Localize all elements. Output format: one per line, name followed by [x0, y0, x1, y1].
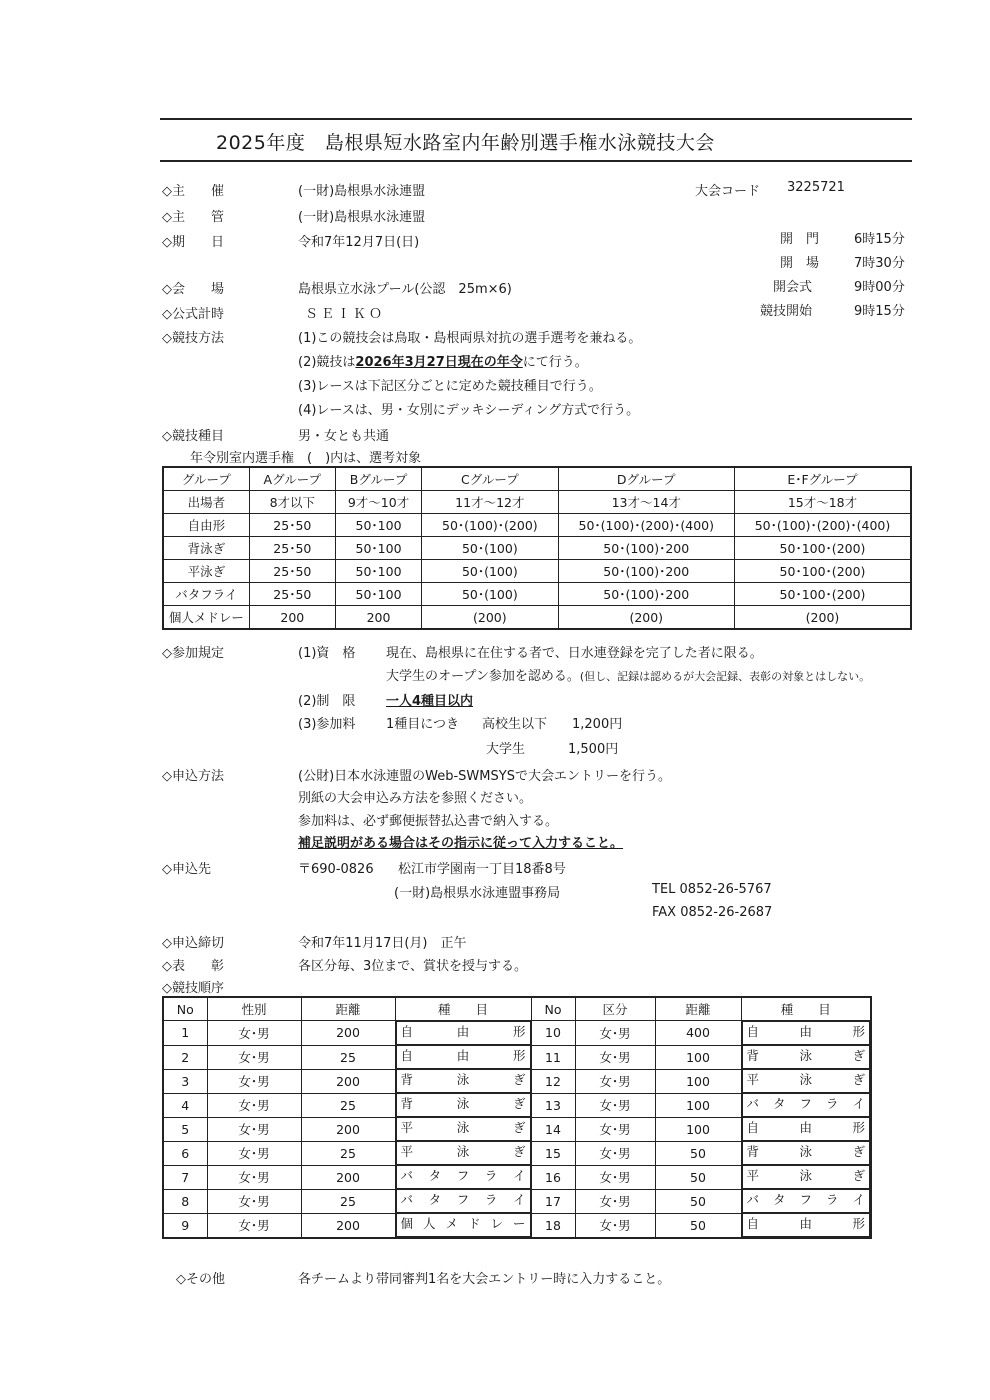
- table-cell: 50･(100)･200: [558, 560, 734, 583]
- order-no: 14: [531, 1117, 575, 1141]
- qualification-note-b: (但し、記録は認めるが大会記録、表彰の対象とはしない。: [579, 670, 871, 683]
- fee-hs-value: 1,200円: [572, 717, 623, 732]
- apply-line-3: 参加料は、必ず郵便振替払込書で納入する。: [298, 814, 559, 829]
- event-code-label: 大会コード: [695, 184, 761, 199]
- table-cell: 200: [249, 606, 335, 630]
- event-char: レ: [490, 1216, 503, 1231]
- events-label: ◇競技種目: [162, 429, 224, 444]
- event-char: 平: [400, 1120, 414, 1135]
- event-char: 形: [852, 1024, 865, 1039]
- row-label: 平泳ぎ: [163, 560, 249, 583]
- fee-univ-label: 大学生: [486, 742, 526, 757]
- event-char: 自: [400, 1048, 414, 1063]
- order-distance: 25: [301, 1141, 395, 1165]
- qualification-label: (1)資 格: [298, 646, 356, 661]
- fee-hs-label: 高校生以下: [482, 717, 548, 732]
- schedule-gate-time: 6時15分: [854, 232, 905, 247]
- address-label: ◇申込先: [162, 862, 211, 877]
- event-char: 形: [852, 1216, 865, 1231]
- schedule-start-label: 競技開始: [760, 304, 813, 319]
- fee-unit: 1種目につき: [386, 717, 460, 732]
- events-note: 年令別室内選手権 ( )内は、選考対象: [190, 451, 422, 466]
- event-char: 泳: [456, 1144, 470, 1159]
- order-sex: 女･男: [575, 1165, 655, 1189]
- event-char: タ: [772, 1192, 786, 1207]
- event-char: フ: [456, 1192, 470, 1207]
- event-char: 個: [400, 1216, 414, 1231]
- event-char: 泳: [456, 1096, 470, 1111]
- header-cell: Dグループ: [558, 467, 734, 491]
- event-char: 由: [799, 1120, 812, 1135]
- event-code-value: 3225721: [787, 180, 845, 195]
- order-no: 9: [163, 1213, 207, 1238]
- limit-value: 一人4種目以内: [386, 694, 474, 709]
- event-char: バ: [400, 1192, 414, 1207]
- order-sex: 女･男: [207, 1045, 301, 1069]
- order-sex: 女･男: [575, 1069, 655, 1093]
- event-char: バ: [746, 1096, 760, 1111]
- event-char: イ: [512, 1192, 526, 1207]
- order-distance: 100: [655, 1093, 741, 1117]
- table-cell: 200: [335, 606, 421, 630]
- header-cell: No: [163, 997, 207, 1021]
- order-no: 8: [163, 1189, 207, 1213]
- table-cell: 50･(100)･200: [558, 537, 734, 560]
- header-cell: 距離: [655, 997, 741, 1021]
- event-char: ぎ: [512, 1144, 526, 1159]
- order-event: [396, 1189, 531, 1213]
- apply-line-1: (公財)日本水泳連盟のWeb-SWMSYSで大会エントリーを行う。: [298, 769, 671, 784]
- event-char: イ: [512, 1168, 526, 1183]
- date-label: ◇期 日: [162, 235, 224, 250]
- method-line-1: (1)この競技会は鳥取・島根両県対抗の選手選考を兼ねる。: [298, 331, 642, 346]
- order-distance: 100: [655, 1117, 741, 1141]
- order-event: [396, 1069, 531, 1093]
- order-no: 18: [531, 1213, 575, 1238]
- method-line-2-date: 2026年3月27日現在の年令: [355, 355, 523, 370]
- order-distance: 200: [301, 1021, 395, 1046]
- table-cell: 50･(100)･(200): [422, 514, 558, 537]
- table-cell: 13才～14才: [558, 491, 734, 514]
- order-distance: 25: [301, 1093, 395, 1117]
- page-title: 2025年度 島根県短水路室内年齢別選手権水泳競技大会: [216, 132, 715, 154]
- order-sex: 女･男: [575, 1021, 655, 1046]
- group-table-header: [163, 467, 911, 491]
- header-cell: 種 目: [395, 997, 531, 1021]
- header-cell: 性別: [207, 997, 301, 1021]
- table-cell: 50･(100)･(200)･(400): [558, 514, 734, 537]
- header-cell: 種 目: [741, 997, 871, 1021]
- row-label: 個人メドレー: [163, 606, 249, 630]
- order-distance: 100: [655, 1045, 741, 1069]
- order-no: 13: [531, 1093, 575, 1117]
- event-char: 形: [852, 1120, 865, 1135]
- order-distance: 50: [655, 1189, 741, 1213]
- event-char: 背: [746, 1048, 760, 1063]
- event-char: ラ: [825, 1192, 839, 1207]
- table-cell: 25･50: [249, 514, 335, 537]
- row-label: バタフライ: [163, 583, 249, 606]
- order-sex: 女･男: [575, 1189, 655, 1213]
- fee-univ-value: 1,500円: [568, 742, 619, 757]
- schedule-start-time: 9時15分: [854, 304, 905, 319]
- header-cell: 距離: [301, 997, 395, 1021]
- table-row: [163, 537, 911, 560]
- order-distance: 50: [655, 1165, 741, 1189]
- order-event: [396, 1093, 531, 1117]
- group-table: [162, 466, 912, 630]
- row-label: 背泳ぎ: [163, 537, 249, 560]
- order-event: [396, 1045, 531, 1069]
- fee-label: (3)参加料: [298, 717, 356, 732]
- event-char: タ: [428, 1192, 442, 1207]
- apply-line-2: 別紙の大会申込み方法を参照ください。: [298, 791, 533, 806]
- row-label: 出場者: [163, 491, 249, 514]
- event-char: バ: [746, 1192, 760, 1207]
- method-line-3: (3)レースは下記区分ごとに定めた競技種目で行う。: [298, 379, 602, 394]
- table-row: [163, 1021, 871, 1046]
- event-char: 人: [422, 1216, 436, 1231]
- table-row: [163, 1189, 871, 1213]
- venue-label: ◇会 場: [162, 282, 224, 297]
- order-sex: 女･男: [207, 1069, 301, 1093]
- event-char: ー: [512, 1216, 526, 1231]
- event-char: 泳: [799, 1144, 812, 1159]
- table-cell: 50･(100): [422, 583, 558, 606]
- order-distance: 200: [301, 1165, 395, 1189]
- timing-label: ◇公式計時: [162, 307, 224, 322]
- order-event: [742, 1021, 871, 1045]
- event-char: ぎ: [512, 1120, 526, 1135]
- table-cell: 50･(100)･(200)･(400): [734, 514, 911, 537]
- event-char: 泳: [799, 1168, 812, 1183]
- events-value: 男・女とも共通: [298, 429, 390, 444]
- timing-value: ＳＥＩＫＯ: [305, 307, 386, 322]
- event-char: 泳: [456, 1072, 470, 1087]
- table-cell: 50･100･(200): [734, 583, 911, 606]
- order-event: [396, 1117, 531, 1141]
- apply-label: ◇申込方法: [162, 769, 224, 784]
- table-row: [163, 606, 911, 630]
- address-street: 松江市学園南一丁目18番8号: [398, 862, 566, 877]
- event-char: 由: [456, 1048, 470, 1063]
- order-event: [742, 1093, 871, 1117]
- table-cell: 15才～18才: [734, 491, 911, 514]
- order-event: [742, 1213, 871, 1237]
- address-fax: FAX 0852-26-2687: [652, 905, 773, 920]
- order-label: ◇競技順序: [162, 981, 224, 996]
- order-sex: 女･男: [575, 1117, 655, 1141]
- order-event: [742, 1165, 871, 1189]
- address-org: (一財)島根県水泳連盟事務局: [394, 886, 561, 901]
- method-line-4: (4)レースは、男・女別にデッキシーディング方式で行う。: [298, 403, 640, 418]
- order-no: 5: [163, 1117, 207, 1141]
- method-label: ◇競技方法: [162, 331, 224, 346]
- order-event: [742, 1045, 871, 1069]
- table-cell: 50･100: [335, 537, 421, 560]
- order-no: 6: [163, 1141, 207, 1165]
- event-char: 泳: [456, 1120, 470, 1135]
- qualification-note-a: 大学生のオープン参加を認める。: [386, 669, 580, 684]
- sponsor-label: ◇主 催: [162, 184, 224, 199]
- table-cell: (200): [734, 606, 911, 630]
- order-event: [396, 1165, 531, 1189]
- order-distance: 200: [301, 1213, 395, 1238]
- table-cell: 8才以下: [249, 491, 335, 514]
- order-table: [162, 996, 872, 1239]
- event-char: 平: [746, 1072, 760, 1087]
- event-char: ぎ: [852, 1144, 865, 1159]
- qualification-note: [386, 665, 870, 684]
- order-table-header: [163, 997, 871, 1021]
- table-row: [163, 583, 911, 606]
- order-no: 4: [163, 1093, 207, 1117]
- table-cell: 50･100: [335, 583, 421, 606]
- schedule-venue-time: 7時30分: [854, 256, 905, 271]
- event-char: 自: [746, 1120, 760, 1135]
- order-no: 1: [163, 1021, 207, 1046]
- event-char: 自: [746, 1024, 760, 1039]
- table-cell: 50･(100)･200: [558, 583, 734, 606]
- order-no: 10: [531, 1021, 575, 1046]
- manager-value: (一財)島根県水泳連盟: [298, 210, 426, 225]
- schedule-ceremony-time: 9時00分: [854, 280, 905, 295]
- method-line-2: [298, 351, 588, 370]
- event-char: 形: [512, 1048, 526, 1063]
- qualification-text: 現在、島根県に在住する者で、日水連登録を完了した者に限る。: [386, 646, 763, 661]
- order-event: [742, 1141, 871, 1165]
- table-cell: 25･50: [249, 560, 335, 583]
- header-cell: グループ: [163, 467, 249, 491]
- table-cell: (200): [558, 606, 734, 630]
- table-row: [163, 1213, 871, 1238]
- event-char: 平: [400, 1144, 414, 1159]
- event-char: ラ: [484, 1168, 498, 1183]
- header-cell: Bグループ: [335, 467, 421, 491]
- event-char: 泳: [799, 1048, 812, 1063]
- sponsor-value: (一財)島根県水泳連盟: [298, 184, 426, 199]
- header-cell: No: [531, 997, 575, 1021]
- order-sex: 女･男: [207, 1141, 301, 1165]
- event-char: フ: [799, 1192, 812, 1207]
- table-cell: 9才～10才: [335, 491, 421, 514]
- event-char: ラ: [484, 1192, 498, 1207]
- table-row: [163, 1045, 871, 1069]
- order-sex: 女･男: [207, 1093, 301, 1117]
- event-char: 由: [456, 1024, 470, 1039]
- order-sex: 女･男: [207, 1165, 301, 1189]
- event-char: ラ: [825, 1096, 839, 1111]
- event-char: 由: [799, 1216, 812, 1231]
- event-char: イ: [852, 1192, 865, 1207]
- schedule-gate-label: 開 門: [780, 232, 820, 247]
- table-cell: 11才～12才: [422, 491, 558, 514]
- table-cell: 50･100･(200): [734, 537, 911, 560]
- order-event: [396, 1021, 531, 1045]
- order-no: 16: [531, 1165, 575, 1189]
- event-char: ぎ: [852, 1048, 865, 1063]
- award-value: 各区分毎、3位まで、賞状を授与する。: [298, 959, 528, 974]
- event-char: 自: [746, 1216, 760, 1231]
- order-sex: 女･男: [207, 1117, 301, 1141]
- event-char: 背: [400, 1096, 414, 1111]
- date-value: 令和7年12月7日(日): [298, 235, 420, 250]
- table-cell: 25･50: [249, 537, 335, 560]
- order-distance: 25: [301, 1045, 395, 1069]
- table-cell: (200): [422, 606, 558, 630]
- event-char: ド: [467, 1216, 481, 1231]
- order-distance: 200: [301, 1117, 395, 1141]
- order-distance: 200: [301, 1069, 395, 1093]
- order-no: 7: [163, 1165, 207, 1189]
- schedule-venue-label: 開 場: [780, 256, 820, 271]
- table-cell: 50･100: [335, 514, 421, 537]
- table-row: [163, 1141, 871, 1165]
- row-label: 自由形: [163, 514, 249, 537]
- event-char: 由: [799, 1024, 812, 1039]
- limit-label: (2)制 限: [298, 694, 356, 709]
- venue-value: 島根県立水泳プール(公認 25m×6): [298, 282, 512, 297]
- other-label: ◇その他: [176, 1272, 225, 1287]
- other-value: 各チームより帯同審判1名を大会エントリー時に入力すること。: [298, 1272, 671, 1287]
- table-cell: 25･50: [249, 583, 335, 606]
- event-char: メ: [445, 1216, 458, 1231]
- table-row: [163, 1117, 871, 1141]
- award-label: ◇表 彰: [162, 959, 224, 974]
- event-char: タ: [428, 1168, 442, 1183]
- event-char: 形: [512, 1024, 526, 1039]
- order-no: 2: [163, 1045, 207, 1069]
- order-sex: 女･男: [575, 1141, 655, 1165]
- event-char: フ: [799, 1096, 812, 1111]
- order-distance: 25: [301, 1189, 395, 1213]
- order-sex: 女･男: [207, 1189, 301, 1213]
- event-char: 背: [746, 1144, 760, 1159]
- order-sex: 女･男: [207, 1213, 301, 1238]
- deadline-value: 令和7年11月17日(月) 正午: [298, 936, 467, 951]
- deadline-label: ◇申込締切: [162, 936, 224, 951]
- title-rule-top: [160, 118, 912, 120]
- order-distance: 50: [655, 1141, 741, 1165]
- header-cell: 区分: [575, 997, 655, 1021]
- order-distance: 50: [655, 1213, 741, 1238]
- event-char: ぎ: [852, 1168, 865, 1183]
- event-char: ぎ: [852, 1072, 865, 1087]
- order-sex: 女･男: [575, 1045, 655, 1069]
- method-line-2-pre: (2)競技は: [298, 355, 356, 370]
- order-event: [742, 1117, 871, 1141]
- order-sex: 女･男: [207, 1021, 301, 1046]
- event-char: バ: [400, 1168, 414, 1183]
- table-cell: 50･100･(200): [734, 560, 911, 583]
- event-char: イ: [852, 1096, 865, 1111]
- order-no: 15: [531, 1141, 575, 1165]
- order-no: 17: [531, 1189, 575, 1213]
- order-sex: 女･男: [575, 1093, 655, 1117]
- order-no: 12: [531, 1069, 575, 1093]
- order-distance: 400: [655, 1021, 741, 1046]
- order-event: [742, 1069, 871, 1093]
- order-event: [396, 1213, 531, 1237]
- order-distance: 100: [655, 1069, 741, 1093]
- header-cell: Aグループ: [249, 467, 335, 491]
- event-char: フ: [456, 1168, 470, 1183]
- order-no: 11: [531, 1045, 575, 1069]
- table-cell: 50･100: [335, 560, 421, 583]
- event-char: タ: [772, 1096, 786, 1111]
- table-row: [163, 1093, 871, 1117]
- order-event: [396, 1141, 531, 1165]
- event-char: 背: [400, 1072, 414, 1087]
- table-row: [163, 1165, 871, 1189]
- event-char: 泳: [799, 1072, 812, 1087]
- order-no: 3: [163, 1069, 207, 1093]
- address-zip: 〒690-0826: [298, 862, 374, 877]
- order-sex: 女･男: [575, 1213, 655, 1238]
- apply-line-4: 補足説明がある場合はその指示に従って入力すること。: [298, 836, 624, 851]
- title-rule-bottom: [160, 160, 912, 162]
- order-event: [742, 1189, 871, 1213]
- address-tel: TEL 0852-26-5767: [652, 882, 772, 897]
- table-row: [163, 514, 911, 537]
- schedule-ceremony-label: 開会式: [773, 280, 813, 295]
- event-char: 平: [746, 1168, 760, 1183]
- event-char: ぎ: [512, 1096, 526, 1111]
- header-cell: E･Fグループ: [734, 467, 911, 491]
- table-cell: 50･(100): [422, 560, 558, 583]
- method-line-2-post: にて行う。: [522, 355, 588, 370]
- event-char: ぎ: [512, 1072, 526, 1087]
- header-cell: Cグループ: [422, 467, 558, 491]
- manager-label: ◇主 管: [162, 210, 224, 225]
- table-row: [163, 560, 911, 583]
- table-row: [163, 1069, 871, 1093]
- table-row: [163, 491, 911, 514]
- event-char: 自: [400, 1024, 414, 1039]
- table-cell: 50･(100): [422, 537, 558, 560]
- entry-rules-label: ◇参加規定: [162, 646, 224, 661]
